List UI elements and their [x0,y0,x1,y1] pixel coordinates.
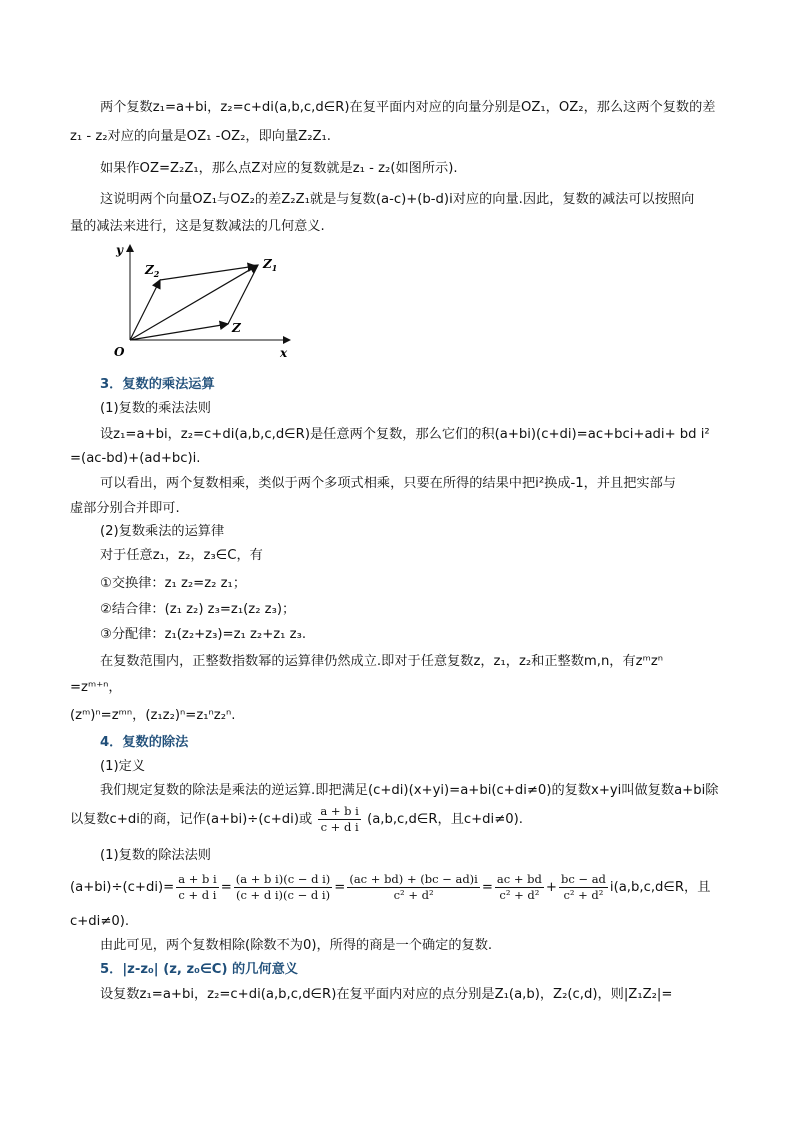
subheading: (1)定义 [100,759,146,774]
fraction-denominator: (c + d i)(c − d i) [235,887,331,902]
formula-prefix: (a+bi)÷(c+di)= [70,880,175,895]
vector-Z2Z1 [160,266,256,280]
origin-label: O [114,345,125,359]
section-4-heading: 4．复数的除法 [100,735,189,750]
law-commutative: ①交换律：z₁ z₂=z₂ z₁； [100,576,247,591]
point-Z1-letter: Z [263,257,272,271]
paragraph-line: (zᵐ)ⁿ=zᵐⁿ，(z₁z₂)ⁿ=z₁ⁿz₂ⁿ. [70,708,236,723]
paragraph-line [70,802,734,838]
formula-fraction [347,872,480,903]
paragraph-line: c+di≠0). [70,914,130,929]
subheading: (1)复数的除法法则 [100,848,211,863]
formula-fraction [234,872,333,903]
paragraph-line: 两个复数z₁=a+bi，z₂=c+di(a,b,c,d∈R)在复平面内对应的向量分别是OZ₁，OZ₂，那么这两个复数的差 [100,100,716,115]
y-axis-label: y [116,243,123,257]
point-Z2-subscript: 2 [153,269,160,279]
paragraph-line: 对于任意z₁，z₂，z₃∈C，有 [100,548,263,563]
formula-fraction [176,872,219,903]
fraction-denominator: c² + d² [393,887,434,902]
paragraph-line: 由此可见，两个复数相除(除数不为0)，所得的商是一个确定的复数. [100,938,493,953]
fraction-numerator: a + b i [178,871,217,886]
paragraph-line: 这说明两个向量OZ₁与OZ₂的差Z₂Z₁就是与复数(a-c)+(b-d)i对应的向量.因此，复数的减法可以按照向 [100,192,695,207]
point-Z-label: Z [232,321,241,335]
paragraph-line: =zᵐ⁺ⁿ， [70,680,122,695]
paragraph-line: 量的减法来进行，这是复数减法的几何意义. [70,219,325,234]
point-Z2-letter: Z [145,263,154,277]
fraction-numerator: bc − ad [560,871,606,886]
point-Z1-label [262,257,277,273]
paragraph-line: 设复数z₁=a+bi，z₂=c+di(a,b,c,d∈R)在复平面内对应的点分别是Z₁(a,b)，Z₂(c,d)，则|Z₁Z₂|= [100,987,673,1002]
fraction-denominator: c² + d² [499,887,540,902]
paragraph-line: 可以看出，两个复数相乘，类似于两个多项式相乘，只要在所得的结果中把i²换成-1，并且把实部与 [100,476,676,491]
subheading: (1)复数的乘法法则 [100,401,211,416]
formula-fraction [559,872,608,903]
paragraph-line: 我们规定复数的除法是乘法的逆运算.即把满足(c+di)(x+yi)=a+bi(c+di≠0)的复数x+yi叫做复数a+bi除 [100,783,719,798]
fraction-numerator: (a + b i)(c − d i) [235,871,331,886]
section-5-heading: 5．|z-z₀| (z, z₀∈C) 的几何意义 [100,962,298,977]
paragraph-line: =(ac-bd)+(ad+bc)i. [70,451,201,466]
law-associative: ②结合律：(z₁ z₂) z₃=z₁(z₂ z₃)； [100,602,296,617]
text-segment: 以复数c+di的商，记作(a+bi)÷(c+di)或 [70,812,313,827]
division-formula: (a+bi)÷(c+di)= $\frac{\text{a + b i}}{\text{c + d i}}$ = $\frac{\text{(a + b i)(c − d i)}}{\text{(c + d i)(c − d i)}}$ = $\frac{(ac + bd) + (bc - ad)i}{\text{c² + d²}}$ = $\frac{ac + bd}{\text{c² + d²}}$ + $\frac{bc - ad}{\text{c² + d²}}$ i(a,b,c,d∈R，且 [70,871,711,902]
law-distributive: ③分配律：z₁(z₂+z₃)=z₁ z₂+z₁ z₃. [100,627,307,642]
formula-suffix: i(a,b,c,d∈R，且 [609,880,711,895]
paragraph-line: z₁ - z₂对应的向量是OZ₁ -OZ₂，即向量Z₂Z₁. [70,129,331,144]
paragraph-line: 如果作OZ=Z₂Z₁，那么点Z对应的复数就是z₁ - z₂(如图所示). [100,161,458,176]
x-axis-label: x [280,346,288,360]
section-3-heading: 3．复数的乘法运算 [100,377,215,392]
fraction-numerator: (ac + bd) + (bc − ad)i [349,871,478,886]
fraction-numerator: ac + bd [496,871,542,886]
fraction-denominator: c + d i [320,819,359,834]
point-Z1-subscript: 1 [271,263,278,273]
vector-subtraction-figure [100,240,300,365]
fraction-denominator: c² + d² [563,887,604,902]
point-Z2-label [144,263,160,279]
paragraph-line: 虚部分别合并即可. [70,501,180,516]
fraction-numerator: a + b i [320,803,359,818]
text-segment: (a,b,c,d∈R，且c+di≠0). [367,812,523,827]
fraction-a-bi-over-c-di [318,804,361,835]
paragraph-line: 设z₁=a+bi，z₂=c+di(a,b,c,d∈R)是任意两个复数，那么它们的积(a+bi)(c+di)=ac+bci+adi+ bd i² [100,427,710,442]
formula-fraction [495,872,544,903]
subheading: (2)复数乘法的运算律 [100,524,225,539]
fraction-denominator: c + d i [178,887,217,902]
paragraph-line: 在复数范围内，正整数指数幂的运算律仍然成立.即对于任意复数z，z₁，z₂和正整数m,n，有zᵐzⁿ [100,654,663,669]
